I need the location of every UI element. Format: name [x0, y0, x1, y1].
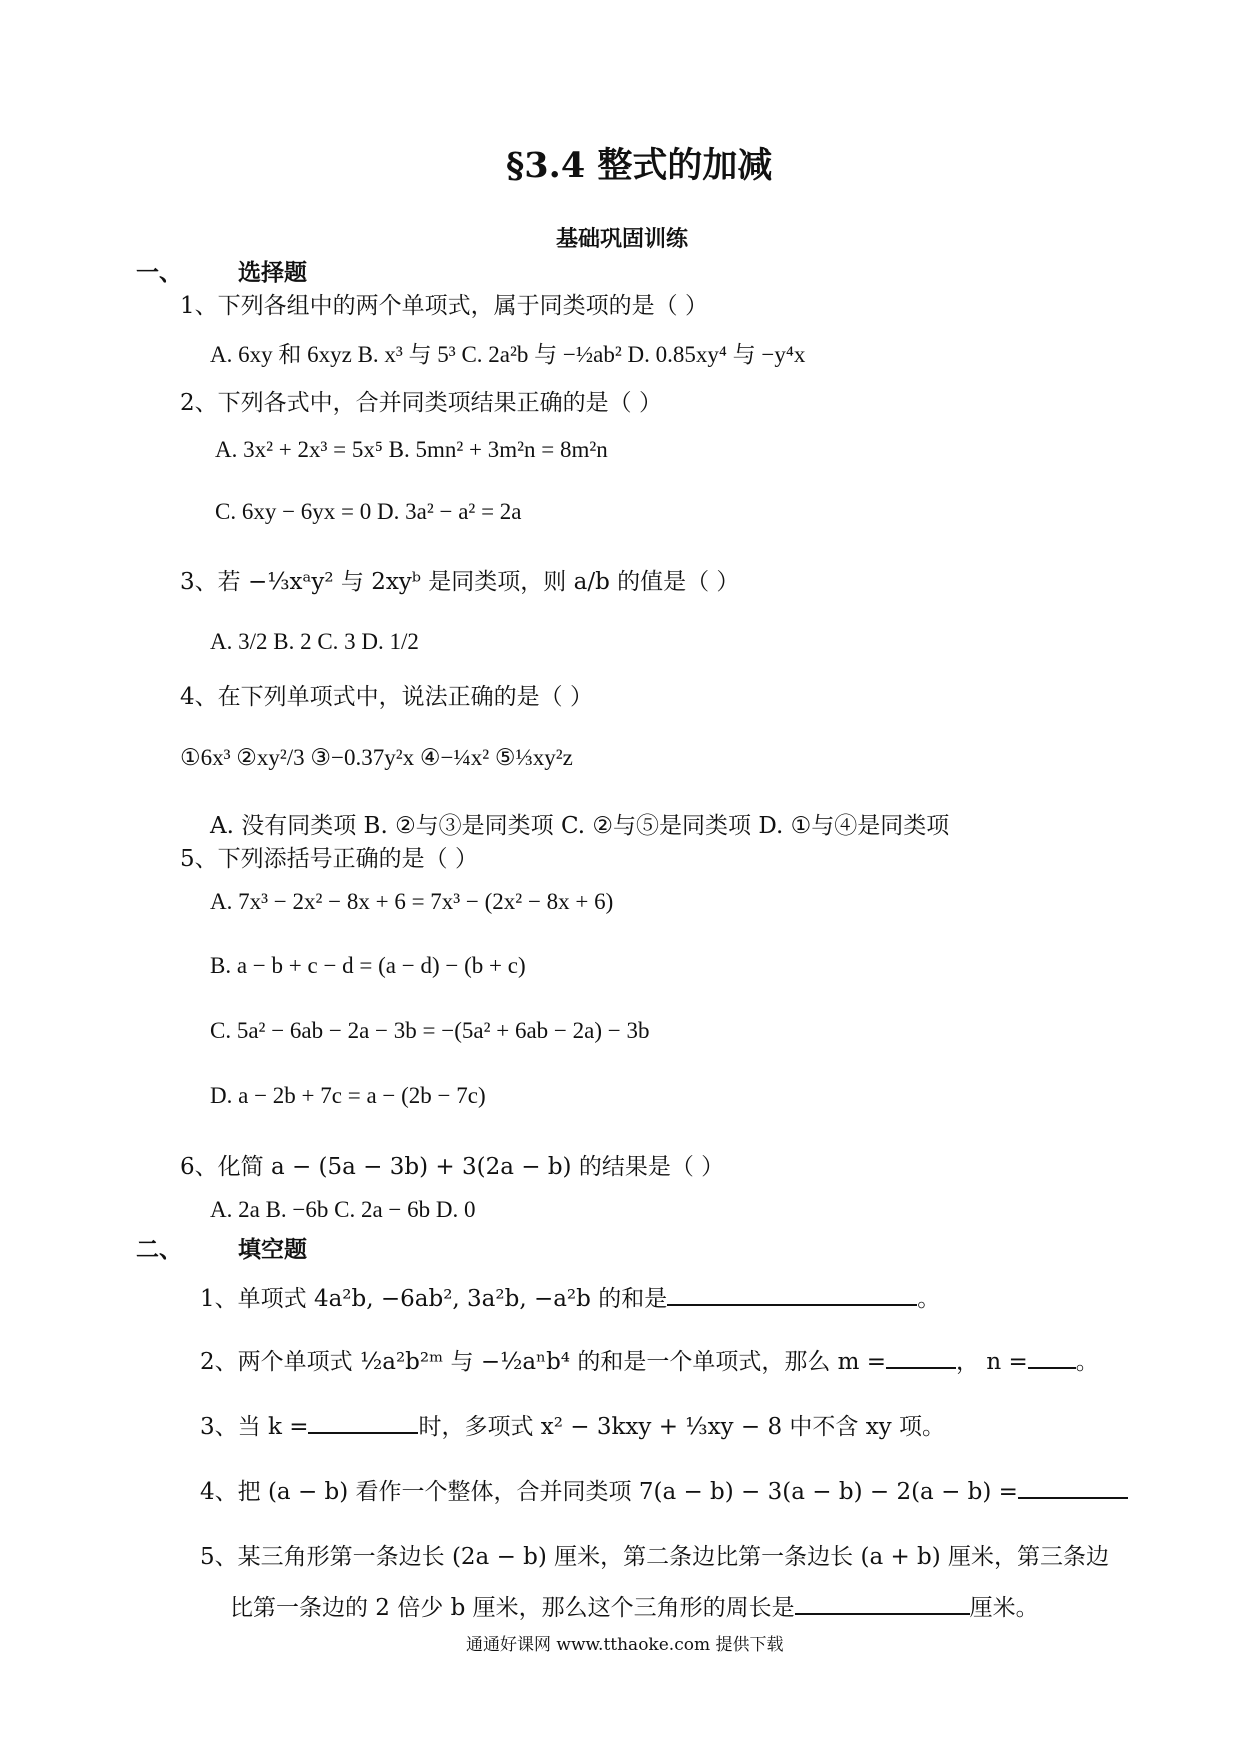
page-footer: 通通好课网 www.tthaoke.com 提供下载: [466, 1635, 784, 1655]
q3-options: A. 3/2 B. 2 C. 3 D. 1/2: [210, 629, 419, 654]
q5-option-a: A. 7x³ − 2x² − 8x + 6 = 7x³ − (2x² − 8x + 6): [210, 889, 614, 914]
fill3: [200, 1408, 945, 1441]
fill2: [200, 1343, 1099, 1376]
fill1-blank[interactable]: [667, 1280, 917, 1306]
q4-text: 4、在下列单项式中，说法正确的是（ ）: [180, 684, 593, 710]
q6-options: A. 2a B. −6b C. 2a − 6b D. 0: [210, 1197, 476, 1222]
fill4-blank[interactable]: [1018, 1473, 1128, 1499]
q1-text: 1、下列各组中的两个单项式，属于同类项的是（ ）: [180, 293, 708, 319]
q2-text: 2、下列各式中，合并同类项结果正确的是（ ）: [180, 390, 662, 416]
q1-options: A. 6xy 和 6xyz B. x³ 与 5³ C. 2a²b 与 −½ab² D. 0.85xy⁴ 与 −y⁴x: [210, 342, 806, 367]
section1-number: 一、: [136, 259, 182, 286]
fill5-blank[interactable]: [795, 1589, 970, 1615]
fill5-line2: [230, 1589, 1039, 1622]
q5-option-c: C. 5a² − 6ab − 2a − 3b = −(5a² + 6ab − 2a) − 3b: [210, 1018, 650, 1043]
fill3-end: 时，多项式 x² − 3kxy + ⅓xy − 8 中不含 xy 项。: [418, 1414, 945, 1440]
section2-number: 二、: [136, 1236, 182, 1263]
q6-text: 6、化简 a − (5a − 3b) + 3(2a − b) 的结果是（ ）: [180, 1154, 725, 1180]
section1-header: [136, 254, 307, 287]
q4-items: ①6x³ ②xy²/3 ③−0.37y²x ④−¼x² ⑤⅓xy²z: [180, 745, 573, 770]
fill2-mid: ， n =: [956, 1349, 1028, 1375]
section2-title: 填空题: [238, 1236, 308, 1263]
section2-header: [136, 1231, 307, 1264]
fill4: [200, 1473, 1128, 1506]
q4-options: A. 没有同类项 B. ②与③是同类项 C. ②与⑤是同类项 D. ①与④是同类项: [210, 813, 950, 839]
fill3-text: 3、当 k =: [200, 1414, 309, 1440]
q5-option-b: B. a − b + c − d = (a − d) − (b + c): [210, 953, 526, 978]
fill4-text: 4、把 (a − b) 看作一个整体，合并同类项 7(a − b) − 3(a − b) − 2(a − b) =: [200, 1479, 1018, 1505]
page-subtitle: 基础巩固训练: [556, 226, 689, 252]
fill1-text: 1、单项式 4a²b, −6ab², 3a²b, −a²b 的和是: [200, 1286, 668, 1312]
fill2-blank-m[interactable]: [886, 1343, 956, 1369]
fill1-end: 。: [917, 1286, 941, 1312]
q2-options-cd: C. 6xy − 6yx = 0 D. 3a² − a² = 2a: [215, 499, 522, 524]
fill2-blank-n[interactable]: [1028, 1343, 1076, 1369]
section1-title: 选择题: [238, 259, 308, 286]
fill2-text: 2、两个单项式 ½a²b²ᵐ 与 −½aⁿb⁴ 的和是一个单项式，那么 m =: [200, 1349, 887, 1375]
fill2-end: 。: [1075, 1349, 1099, 1375]
fill5-line1: 5、某三角形第一条边长 (2a − b) 厘米，第二条边比第一条边长 (a + b) 厘米，第三条边: [200, 1544, 1110, 1570]
page-title: §3.4 整式的加减: [506, 145, 773, 186]
q2-options-ab: A. 3x² + 2x³ = 5x⁵ B. 5mn² + 3m²n = 8m²n: [215, 437, 608, 462]
q5-text: 5、下列添括号正确的是（ ）: [180, 846, 478, 872]
fill3-blank[interactable]: [308, 1408, 418, 1434]
fill1: [200, 1280, 940, 1313]
q3-text: 3、若 −⅓xᵃy² 与 2xyᵇ 是同类项，则 a/b 的值是（ ）: [180, 569, 740, 595]
q5-option-d: D. a − 2b + 7c = a − (2b − 7c): [210, 1083, 486, 1108]
fill5-text: 比第一条边的 2 倍少 b 厘米，那么这个三角形的周长是: [230, 1595, 795, 1621]
fill5-end: 厘米。: [969, 1595, 1039, 1621]
